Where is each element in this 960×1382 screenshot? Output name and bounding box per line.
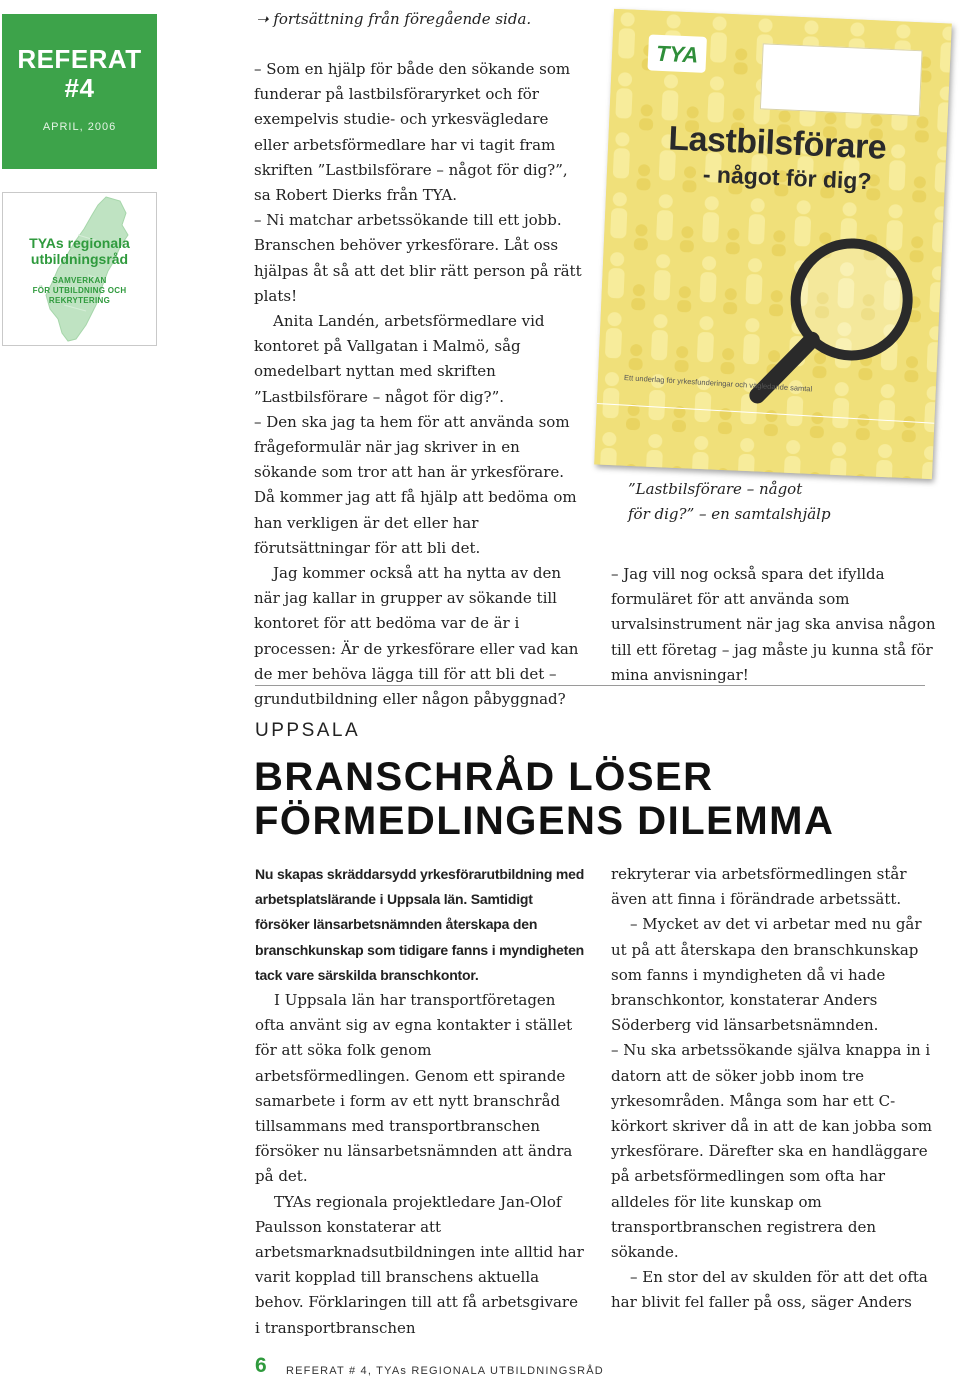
footer-text: REFERAT # 4, TYAs REGIONALA UTBILDNINGSRÅD — [286, 1365, 604, 1377]
article2-paragraph: I Uppsala län har transportföretagen ofta använt sig av egna kontakter i stället för att söka folk genom arbetsförmedlingen. Genom ett spirande samarbete i form av ett nytt branschråd tillsammans med transportbranschen försöker nu länsarbetsnämnden att ändra på det. — [255, 991, 573, 1186]
brochure-strapline: Ett underlag för yrkesfunderingar och vägledande samtal — [623, 373, 813, 394]
brochure-subtitle: - något för dig? — [702, 160, 873, 195]
article1-column — [254, 57, 584, 712]
article1-right-paragraph: – Jag vill nog också spara det ifyllda formuläret för att använda som urvalsinstrument när jag ska anvisa någon till ett företag – jag måste ju kunna stå för mina anvisningar! — [611, 565, 936, 684]
logo-subtitle-line2: FÖR UTBILDNING OCH — [32, 286, 127, 295]
article2-lead: Nu skapas skräddarsydd yrkesförarutbildning med arbetsplatslärande i Uppsala län. Samtidigt försöker länsarbetsnämnden återskapa den branschkunskap som tidigare fanns i myndigheten tack vare särskilda branschkontor. — [255, 866, 585, 983]
badge-title: REFERAT — [17, 44, 142, 74]
article2-paragraph: TYAs regionala projektledare Jan-Olof Paulsson konstaterar att arbetsmarknadsutbildningen inte alltid har varit kopplad till branschens aktuella behov. Förklaringen till att få arbetsgivare i transportbranschen — [255, 1192, 584, 1337]
logo-subtitle-line1: SAMVERKAN — [52, 276, 107, 285]
brochure-tya-logo: TYA — [647, 34, 707, 72]
brochure-cover-image — [594, 9, 952, 479]
article1-paragraph: Jag kommer också att ha nytta av den när jag kallar in grupper av sökande till kontoret för att bedöma var de är i processen: Är de yrkesförare eller vad kan de mer behöva lägga till för att bli det – grundutbildning eller någon påbyggnad? — [254, 564, 579, 709]
badge-date: APRIL, 2006 — [42, 121, 117, 133]
article2-paragraph: – Nu ska arbetssökande själva knappa in i datorn att de söker jobb inom tre yrkesområden. Många som har ett C-körkort skriver då in att de kan jobba som yrkesförare. Därefter ska en handläggare på arbetsförmedlingen som ofta har alldeles för lite kunskap om transportbranschen registrera den sökande. — [611, 1041, 932, 1262]
article2-headline-line2: FÖRMEDLINGENS DILEMMA — [254, 799, 835, 843]
article2-paragraph: rekryterar via arbetsförmedlingen står även att finna i förändrade arbetssätt. — [611, 865, 907, 909]
image-caption-line1: ”Lastbilsförare – något — [628, 480, 803, 498]
article1-paragraph: Anita Landén, arbetsförmedlare vid kontoret på Vallgatan i Malmö, såg omedelbart nyttan med skriften ”Lastbilsförare – något för dig?”. — [254, 312, 545, 406]
brochure-title: Lastbilsförare — [667, 119, 887, 167]
page-number: 6 — [255, 1354, 267, 1377]
article1-paragraph: – Den ska jag ta hem för att använda som frågeformulär när jag skriver in en sökande som tror att han är yrkesförare. Då kommer jag att få hjälp att bedöma om han verkligen är det eller har förutsättningar för att bli det. — [254, 412, 577, 557]
issue-badge — [2, 14, 157, 169]
logo-title-line2: utbildningsråd — [30, 251, 129, 267]
article2-headline-line1: BRANSCHRÅD LÖSER — [254, 755, 714, 799]
section-divider — [255, 685, 925, 686]
article2-column1 — [255, 862, 585, 1341]
article1-paragraph: – Som en hjälp för både den sökande som funderar på lastbilsföraryrket och för exempelvis studie- och yrkesvägledare eller arbetsförmedlare har vi tagit fram skriften ”Lastbilsförare – något för dig?”, sa Robert Dierks från TYA. — [254, 60, 571, 205]
logo-title-line1: TYAs regionala — [29, 235, 130, 251]
article2-column2 — [611, 862, 941, 1316]
article1-right-column — [611, 562, 941, 688]
image-caption-line2: för dig?” – en samtalshjälp — [628, 505, 831, 523]
sweden-map-icon — [28, 195, 138, 343]
brochure-form-box — [760, 43, 923, 116]
continued-note: ➝ fortsättning från föregående sida. — [256, 10, 532, 28]
article1-paragraph: – Ni matchar arbetssökande till ett jobb. Branschen behöver yrkesförare. Låt oss hjälpas åt så att det blir rätt person på rätt plats! — [254, 211, 582, 305]
badge-issue-number: #4 — [64, 73, 95, 103]
article2-paragraph: – En stor del av skulden för att det ofta har blivit fel faller på oss, säger Anders — [611, 1268, 928, 1312]
image-caption — [628, 477, 888, 527]
article2-headline — [254, 755, 944, 843]
article2-paragraph: – Mycket av det vi arbetar med nu går ut på att återskapa den branschkunskap som fanns i myndigheten då vi hade branschkontor, konstaterar Anders Söderberg vid länsarbetsnämnden. — [611, 915, 922, 1035]
tya-regional-logo — [2, 192, 157, 346]
logo-subtitle-line3: REKRYTERING — [48, 296, 111, 305]
article2-kicker: UPPSALA — [255, 720, 361, 741]
